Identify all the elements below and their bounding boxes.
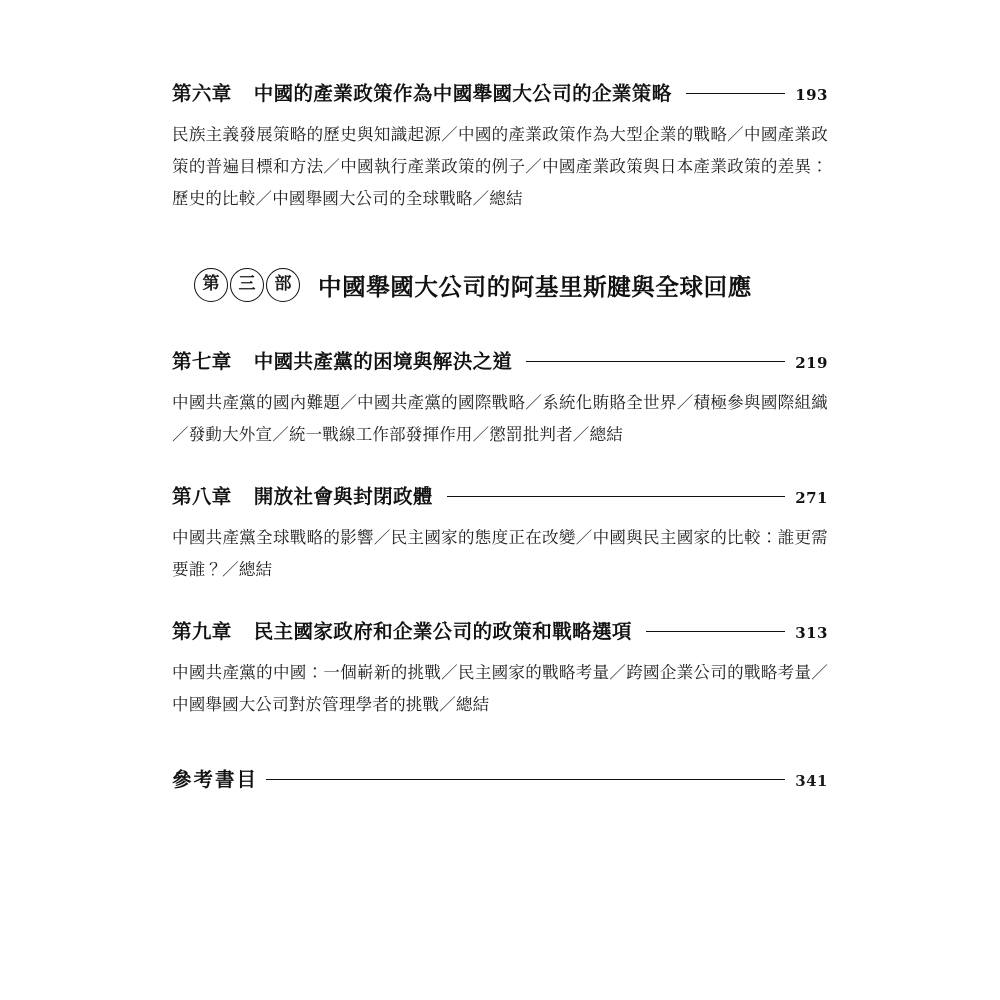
chapter-number: 第八章 [172,484,232,508]
leader-line [526,361,785,362]
leader-line [646,631,785,632]
leader-line [266,779,785,780]
chapter-title: 民主國家政府和企業公司的政策和戰略選項 [253,620,632,644]
toc-entry-bibliography[interactable] [172,764,828,792]
chapter-number: 第六章 [172,82,232,105]
part-heading [172,268,828,302]
chapter-sections: 民族主義發展策略的歷史與知識起源／中國的產業政策作為大型企業的戰略／中國產業政策的普遍目標和方法／中國執行產業政策的例子／中國產業政策與日本產業政策的差異：歷史的比較／中國舉國大公司的全球戰略／總結 [172,125,828,209]
toc-content [172,78,828,792]
part-circle-char-1: 第 [194,268,228,302]
page-number: 219 [795,353,828,372]
toc-entry-chapter-9[interactable] [172,616,828,721]
part-circle-char-2: 三 [230,268,264,302]
page-number: 271 [795,488,828,507]
bibliography-label: 參考書目 [172,767,259,791]
chapter-sections: 中國共產黨的國內難題／中國共產黨的國際戰略／系統化賄賂全世界／積極參與國際組織／發動大外宣／統一戰線工作部發揮作用／懲罰批判者／總結 [172,392,828,444]
toc-entry-chapter-7[interactable] [172,346,828,451]
toc-entry-chapter-8[interactable] [172,481,828,586]
page-number: 193 [795,86,828,104]
page-number: 341 [795,771,828,790]
part-circles [194,268,302,302]
chapter-title: 中國共產黨的困境與解決之道 [253,349,513,373]
leader-line [686,93,786,94]
chapter-sections: 中國共產黨的中國：一個嶄新的挑戰／民主國家的戰略考量／跨國企業公司的戰略考量／中國舉國大公司對於管理學者的挑戰／總結 [172,663,828,715]
part-title: 中國舉國大公司的阿基里斯腱與全球回應 [318,272,752,301]
chapter-sections: 中國共產黨全球戰略的影響／民主國家的態度正在改變／中國與民主國家的比較：誰更需要誰？／總結 [172,527,828,580]
toc-entry-heading [172,481,828,509]
leader-line [447,496,785,497]
toc-entry-chapter-6[interactable] [172,78,828,216]
chapter-number: 第七章 [172,349,232,373]
chapter-number: 第九章 [172,620,232,644]
toc-entry-heading [172,346,828,374]
chapter-title: 中國的產業政策作為中國舉國大公司的企業策略 [253,82,672,105]
page-number: 313 [795,624,828,643]
toc-entry-heading [172,616,828,644]
toc-entry-heading [172,78,828,106]
chapter-title: 開放社會與封閉政體 [253,484,433,508]
part-circle-char-3: 部 [266,268,300,302]
